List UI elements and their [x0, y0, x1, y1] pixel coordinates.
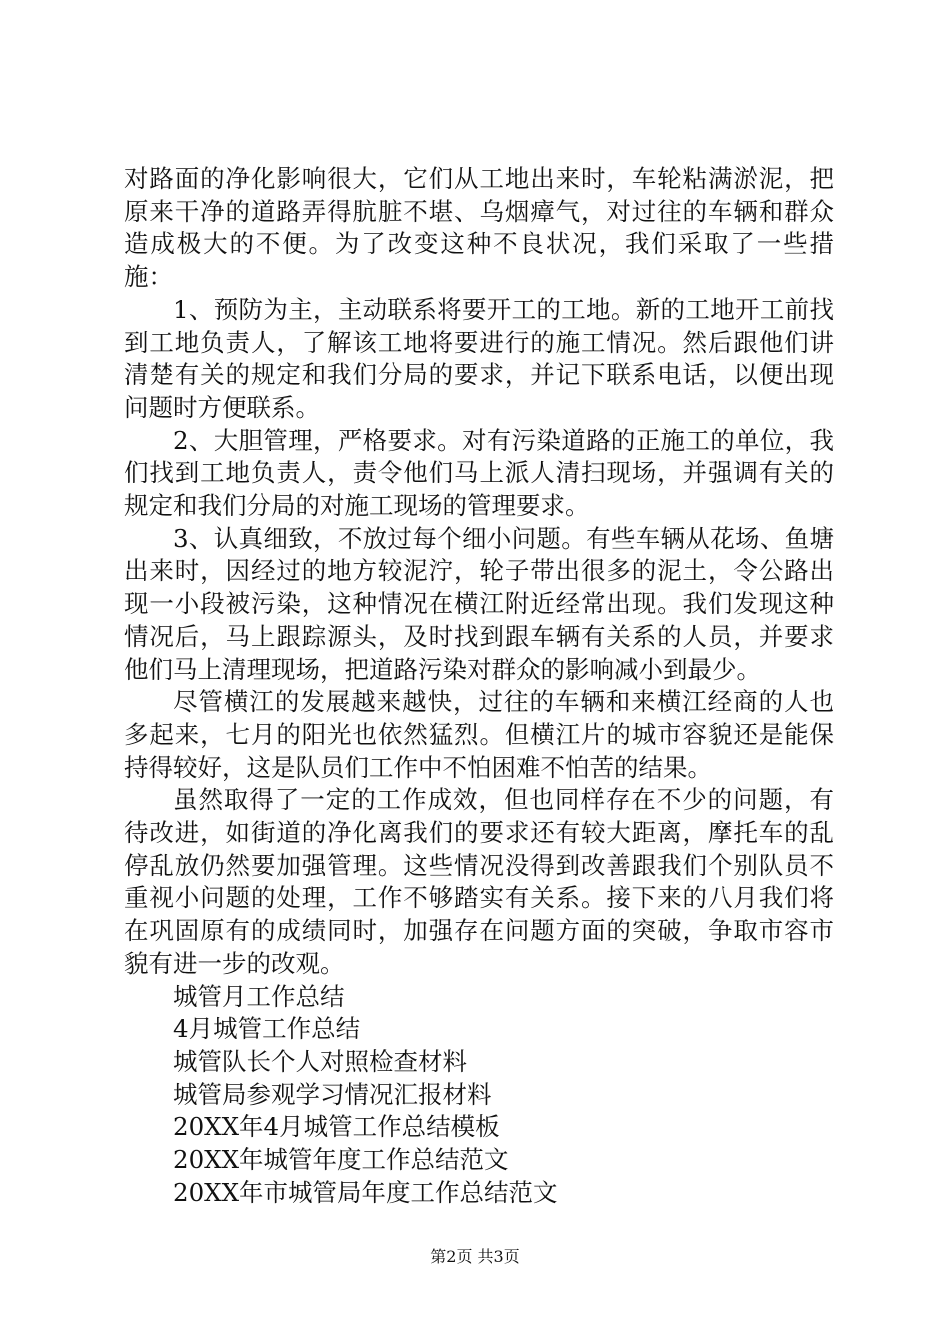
paragraph-summary: 尽管横江的发展越来越快，过往的车辆和来横江经商的人也多起来，七月的阳光也依然猛烈。但横江片的城市容貌还是能保持得较好，这是队员们工作中不怕困难不怕苦的结果。 — [124, 687, 834, 782]
paragraph-issues: 虽然取得了一定的工作成效，但也同样存在不少的问题，有待改进，如街道的净化离我们的要求还有较大距离，摩托车的乱停乱放仍然要加强管理。这些情况没得到改善跟我们个别队员不重视小问题的处理，工作不够踏实有关系。接下来的八月我们将在巩固原有的成绩同时，加强存在问题方面的突破，争取市容市貌有进一步的改观。 — [124, 785, 834, 978]
page-number-footer: 第2页 共3页 — [430, 1247, 520, 1266]
paragraph-measure-2: 2、大胆管理，严格要求。对有污染道路的正施工的单位，我们找到工地负责人，责令他们马上派人清扫现场，并强调有关的规定和我们分局的对施工现场的管理要求。 — [124, 425, 834, 521]
related-article-item[interactable]: 城管月工作总结 — [173, 981, 345, 1011]
related-article-item[interactable]: 城管局参观学习情况汇报材料 — [173, 1079, 492, 1109]
document-body — [124, 163, 834, 1210]
related-article-item[interactable]: 20XX年市城管局年度工作总结范文 — [173, 1177, 558, 1207]
paragraph-intro: 对路面的净化影响很大，它们从工地出来时，车轮粘满淤泥，把原来干净的道路弄得肮脏不堪、乌烟瘴气，对过往的车辆和群众造成极大的不便。为了改变这种不良状况，我们采取了一些措施： — [124, 164, 834, 292]
paragraph-measure-3: 3、认真细致，不放过每个细小问题。有些车辆从花场、鱼塘出来时，因经过的地方较泥泞，轮子带出很多的泥土，令公路出现一小段被污染，这种情况在横江附近经常出现。我们发现这种情况后，马上跟踪源头，及时找到跟车辆有关系的人员，并要求他们马上清理现场，把道路污染对群众的影响减小到最少。 — [124, 523, 834, 684]
paragraph-measure-1: 1、预防为主，主动联系将要开工的工地。新的工地开工前找到工地负责人，了解该工地将要进行的施工情况。然后跟他们讲清楚有关的规定和我们分局的要求，并记下联系电话，以便出现问题时方便联系。 — [124, 294, 834, 422]
related-article-item[interactable]: 20XX年城管年度工作总结范文 — [173, 1145, 509, 1175]
related-articles-list — [124, 981, 834, 1210]
related-article-item[interactable]: 4月城管工作总结 — [173, 1014, 361, 1044]
related-article-item[interactable]: 城管队长个人对照检查材料 — [173, 1046, 467, 1076]
related-article-item[interactable]: 20XX年4月城管工作总结模板 — [173, 1112, 500, 1142]
